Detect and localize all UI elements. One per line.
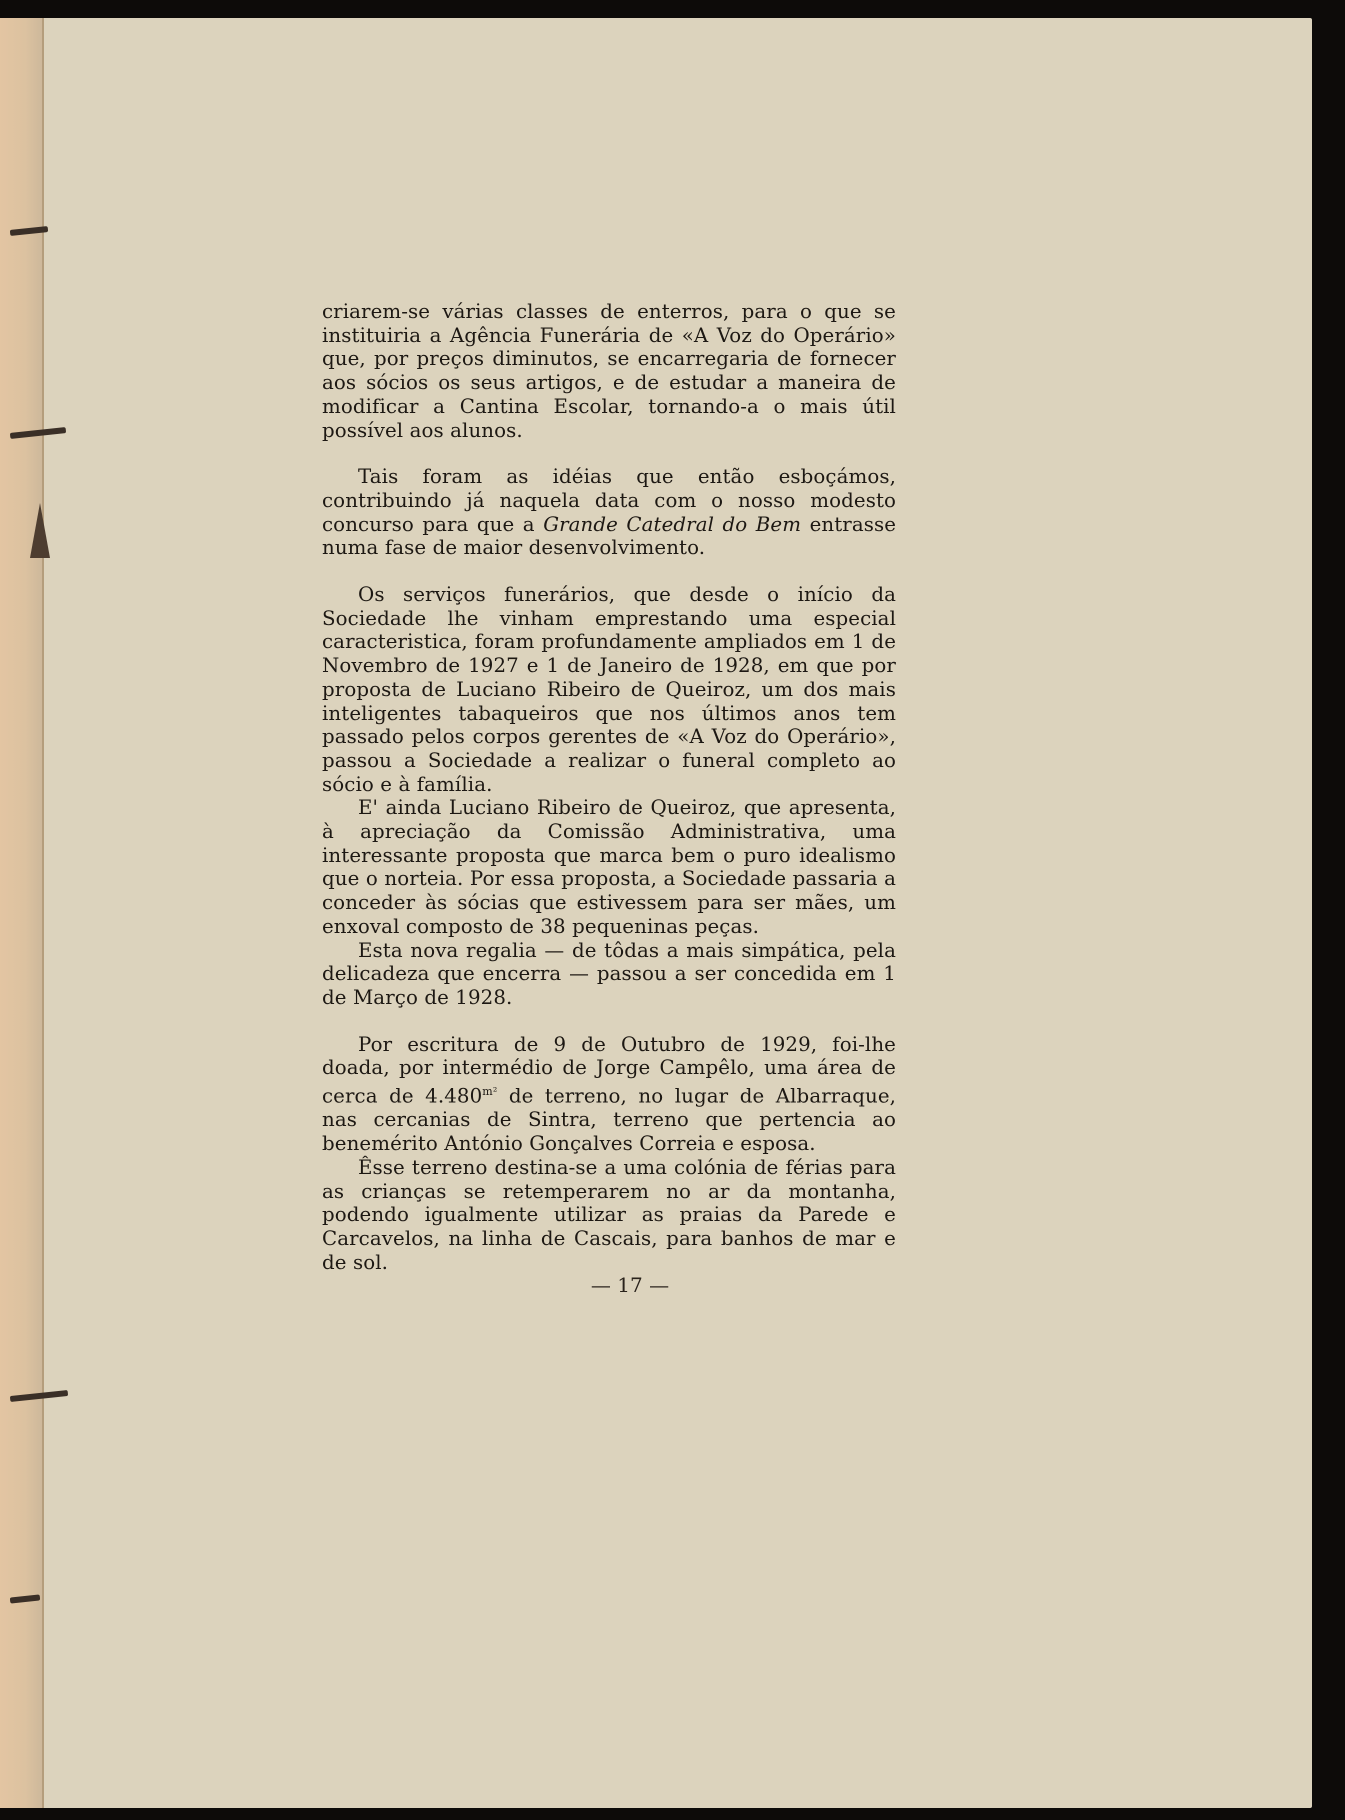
page-fold — [42, 18, 44, 1808]
paragraph: criarem-se várias classes de enterros, para o que se instituiria a Agência Funerária de «A Voz do Operário» que, por preços diminutos, se encarregaria de fornecer aos sócios os seus artigos, e de estudar a maneira de modificar a Cantina Escolar, tornando-a o mais útil possível aos alunos. — [322, 300, 896, 442]
page-number: — 17 — — [590, 1273, 670, 1297]
paragraph: Êsse terreno destina-se a uma colónia de férias para as crianças se retemperarem no ar da montanha, podendo igualmente utilizar as praias da Parede e Carcavelos, na linha de Cascais, para banhos de mar e de sol. — [322, 1155, 896, 1274]
emphasis-title: Grande Catedral do Bem — [543, 512, 802, 536]
paragraph: E' ainda Luciano Ribeiro de Queiroz, que apresenta, à apreciação da Comissão Administrativa, uma interessante proposta que marca bem o puro idealismo que o norteia. Por essa proposta, a Sociedade passaria a conceder às sócias que estivessem para ser mães, um enxoval composto de 38 pequeninas peças. — [322, 796, 896, 938]
paragraph: Os serviços funerários, que desde o início da Sociedade lhe vinham emprestando uma especial caracteristica, foram profundamente ampliados em 1 de Novembro de 1927 e 1 de Janeiro de 1928, em que por proposta de Luciano Ribeiro de Queiroz, um dos mais inteligentes tabaqueiros que nos últimos anos tem passado pelos corpos gerentes de «A Voz do Operário», passou a Sociedade a realizar o funeral completo ao sócio e à família. — [322, 583, 896, 796]
paragraph: Por escritura de 9 de Outubro de 1929, foi-lhe doada, por intermédio de Jorge Campêlo, uma área de cerca de $4.480^{m^2}$ de terreno, no lugar de Albarraque, nas cercanias de Sintra, terreno que pertencia ao benemérito António Gonçalves Correia e esposa. — [322, 1032, 897, 1156]
paragraph: Tais foram as idéias que então esboçámos, contribuindo já naquela data com o nosso modesto concurso para que a Grande Catedral do Bem entrasse numa fase de maior desenvolvimento. — [322, 465, 897, 560]
body-text — [322, 300, 896, 1274]
unit-superscript: m² — [482, 1085, 498, 1099]
binding-spine — [0, 18, 42, 1808]
paragraph: Esta nova regalia — de tôdas a mais simpática, pela delicadeza que encerra — passou a ser concedida em 1 de Março de 1928. — [322, 938, 896, 1009]
